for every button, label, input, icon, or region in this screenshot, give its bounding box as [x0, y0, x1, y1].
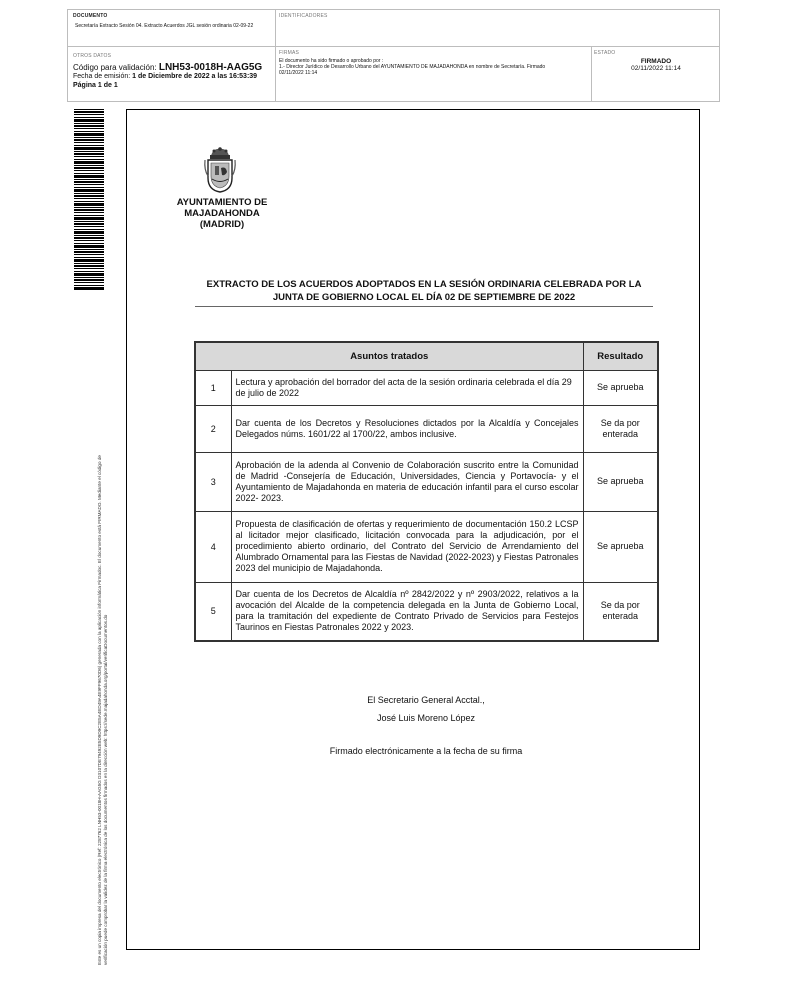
row-result: Se aprueba	[583, 511, 658, 582]
identificadores-cell	[279, 13, 579, 19]
barcode	[74, 109, 104, 291]
row-text: Lectura y aprobación del borrador del acta de la sesión ordinaria celebrada el día 29 de julio de 2022	[231, 370, 583, 405]
firmas-line1: 1.- Director Jurídico de Desarrollo Urbano del AYUNTAMIENTO DE MAJADAHONDA en nombre de Secretaría. Firmado	[279, 64, 546, 70]
codigo-validacion	[73, 63, 273, 72]
otros-datos-cell	[73, 53, 273, 90]
row-text: Dar cuenta de los Decretos de Alcaldía nº 2842/2022 y nº 2903/2022, relativos a la avocación del Alcalde de la competencia delegada en la Junta de Gobierno Local, para la tramitación del expediente de Contrato Privado de Servicios para Festejos Taurinos en Fiestas Patronales 2022 y 2023.	[231, 582, 583, 641]
estado-date: 02/11/2022 11:14	[631, 65, 681, 72]
fecha-emision	[73, 72, 273, 81]
identificadores-label: IDENTIFICADORES	[279, 13, 328, 19]
row-result: Se da por enterada	[583, 405, 658, 452]
title-line2: JUNTA DE GOBIERNO LOCAL EL DÍA 02 DE SEPTIEMBRE DE 2022	[272, 292, 576, 303]
pagina-indicator: Página 1 de 1	[73, 82, 118, 89]
row-text: Aprobación de la adenda al Convenio de Colaboración suscrito entre la Comunidad de Madrid -Consejería de Educación, Universidades, Ciencia y Portavocía- y el Ayuntamiento de Majadahonda en materia de educación infantil para el curso escolar 2022- 2023.	[231, 452, 583, 511]
table-row	[195, 405, 658, 452]
table-row	[195, 370, 658, 405]
signature-name: José Luis Moreno López	[376, 713, 476, 723]
title-line1: EXTRACTO DE LOS ACUERDOS ADOPTADOS EN LA SESIÓN ORDINARIA CELEBRADA POR LA	[206, 279, 642, 290]
org-line2: MAJADAHONDA	[184, 208, 260, 219]
side-text-line2: verificación puede comprobar la validez de la firma electrónica de los documentos firmados en la dirección web: https://sede.majadahonda.org/portal/verificaDocumentos.do	[103, 614, 108, 965]
firmas-line2: 02/11/2022 11:14	[279, 70, 318, 76]
estado-label: ESTADO	[594, 50, 616, 56]
side-text-line1: Este es un copia impresa del documento electrónico (Ref: 2287762 LNH53-0018H-AAG5G D3107DE79492E5D9D9C2E5A4ED49A4E9FF9670D6) generada con la aplicación informática Firmadoc. El documento está FIRMADO. Mediante el código de	[97, 455, 102, 965]
org-line1: AYUNTAMIENTO DE	[176, 197, 268, 208]
row-result: Se da por enterada	[583, 582, 658, 641]
row-result: Se aprueba	[583, 370, 658, 405]
col-resultado-header: Resultado	[583, 342, 658, 370]
fecha-value: 1 de Diciembre de 2022 a las 16:53:39	[132, 73, 258, 80]
row-number: 2	[195, 405, 231, 452]
row-text: Propuesta de clasificación de ofertas y requerimiento de documentación 150.2 LCSP al licitador mejor clasificado, licitación convocada para la adjudicación, por el procedimiento abierto ordinario, del Contrato del Servicio de Arrendamiento del Alumbrado Ornamental para las Fiestas de Navidad (2022-2023) y Fiestas Patronales 2023 del municipio de Majadahonda.	[231, 511, 583, 582]
table-row	[195, 511, 658, 582]
codigo-prefix: Código para validación:	[73, 63, 157, 72]
coat-of-arms-icon	[203, 146, 237, 194]
documento-cell	[73, 13, 273, 29]
row-number: 1	[195, 370, 231, 405]
document-header	[67, 9, 720, 102]
row-number: 5	[195, 582, 231, 641]
row-number: 4	[195, 511, 231, 582]
row-number: 3	[195, 452, 231, 511]
verification-side-text	[97, 305, 109, 965]
documento-label: DOCUMENTO	[73, 13, 108, 19]
firmas-label: FIRMAS	[279, 50, 300, 56]
signature-note: Firmado electrónicamente a la fecha de su firma	[329, 746, 523, 756]
estado-cell	[594, 50, 718, 72]
firmas-cell	[279, 50, 589, 76]
col-asuntos-header: Asuntos tratados	[195, 342, 583, 370]
row-text: Dar cuenta de los Decretos y Resoluciones dictados por la Alcaldía y Concejales Delegados núms. 1601/22 al 1700/22, ambos inclusive.	[231, 405, 583, 452]
document-title	[195, 278, 653, 307]
documento-value: Secretaría Extracto Sesión 04. Extracto Acuerdos JGL sesión ordinaria 02-09-22	[75, 23, 254, 29]
organization-name	[170, 197, 274, 230]
firmas-intro: El documento ha sido firmado o aprobado por :	[279, 58, 384, 64]
table-row	[195, 582, 658, 641]
codigo-value: LNH53-0018H-AAG5G	[158, 62, 263, 73]
table-row	[195, 452, 658, 511]
row-result: Se aprueba	[583, 452, 658, 511]
signature-role: El Secretario General Acctal.,	[367, 695, 485, 705]
fecha-prefix: Fecha de emisión:	[73, 73, 131, 80]
otros-datos-label: OTROS DATOS	[73, 53, 112, 59]
table-header-row	[195, 342, 658, 370]
org-line3: (MADRID)	[199, 219, 245, 230]
estado-value: FIRMADO	[640, 58, 672, 65]
agreements-table	[194, 341, 659, 642]
